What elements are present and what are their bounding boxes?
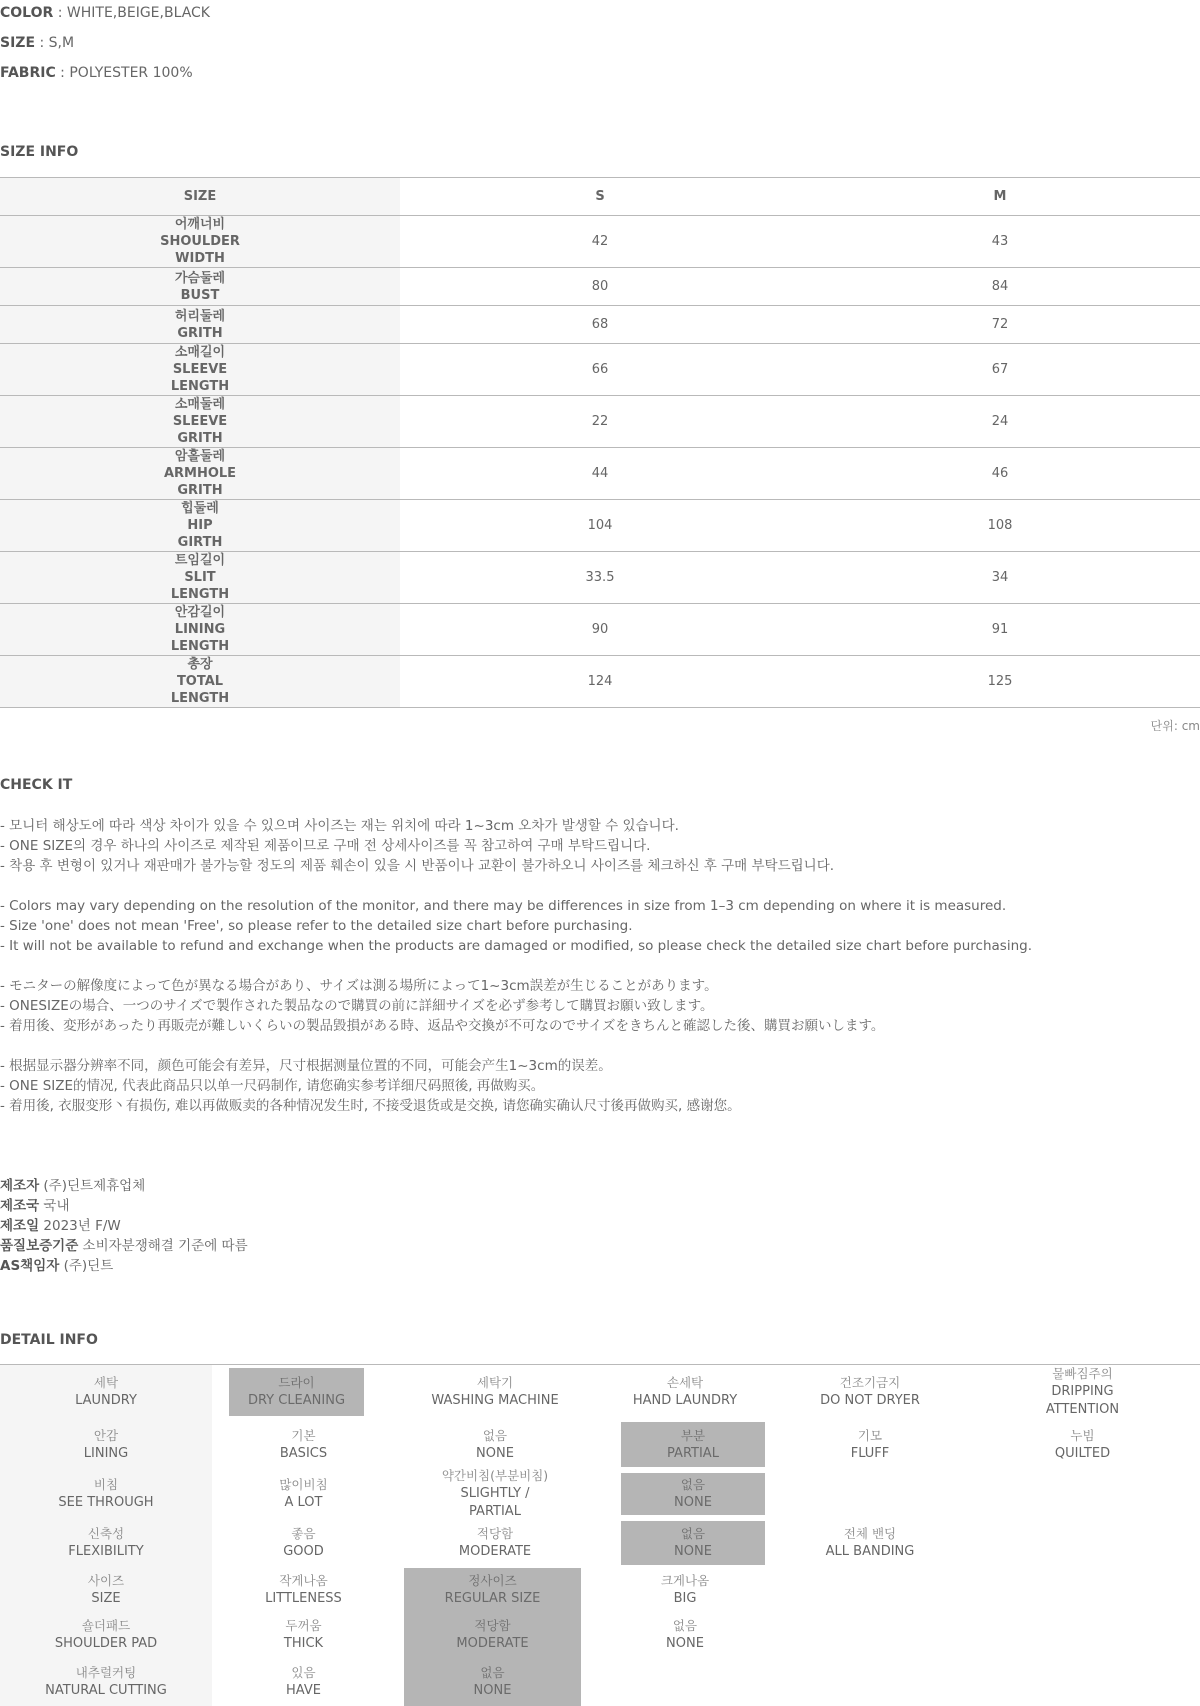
maker-label: 제조국 — [0, 1198, 40, 1214]
detail-en: LITTLENESS — [265, 1591, 342, 1606]
size-row-label-ko: 허리둘레 — [174, 308, 226, 324]
detail-row-label — [0, 1470, 212, 1518]
size-value-s: 68 — [400, 306, 800, 344]
size-row-label-en: LENGTH — [170, 691, 230, 706]
detail-ko: 세탁기 — [476, 1375, 514, 1390]
size-row-label-en: SLIT — [184, 570, 216, 585]
size-value-s: 90 — [400, 604, 800, 656]
detail-en: FLUFF — [850, 1445, 890, 1461]
size-row-label-en: SLEEVE — [172, 362, 228, 377]
detail-en: NONE — [674, 1495, 712, 1510]
detail-ko: 작게나옴 — [279, 1573, 328, 1588]
detail-option — [395, 1365, 595, 1419]
size-table-row — [0, 552, 1200, 604]
maker-line — [0, 1196, 248, 1216]
size-value-m: 67 — [800, 344, 1200, 396]
detail-option — [212, 1470, 395, 1518]
size-row-label-en: BUST — [180, 287, 220, 303]
size-row-label — [0, 306, 400, 344]
maker-line — [0, 1176, 248, 1196]
size-row-label-en: LINING — [174, 622, 226, 637]
detail-en: PARTIAL — [667, 1445, 719, 1461]
size-row-label-en: SHOULDER — [160, 234, 240, 249]
detail-en: QUILTED — [1054, 1445, 1111, 1461]
size-header-s: S — [400, 178, 800, 216]
detail-option-selected — [404, 1612, 581, 1658]
spec-value: : S,M — [35, 35, 75, 51]
detail-ko: 신축성 — [87, 1526, 125, 1541]
size-header-label: SIZE — [0, 178, 400, 216]
size-row-label-en: GRITH — [177, 431, 223, 446]
maker-label: 품질보증기준 — [0, 1238, 79, 1254]
note-line: - 착용 후 변형이 있거나 재판매가 불가능할 정도의 제품 훼손이 있을 시 반품이나 교환이 불가하오니 사이즈를 체크하신 후 구매 부탁드립니다. — [0, 858, 835, 874]
size-row-label-en: GIRTH — [177, 535, 223, 550]
detail-en: NATURAL CUTTING — [45, 1683, 167, 1698]
size-row-label-ko: 어깨너비 — [174, 217, 226, 232]
detail-option — [395, 1470, 595, 1518]
detail-ko: 사이즈 — [87, 1573, 125, 1588]
detail-ko: 적당함 — [476, 1526, 514, 1541]
size-table-row — [0, 396, 1200, 448]
spec-color — [0, 5, 210, 21]
size-row-label-en: GRITH — [177, 483, 223, 498]
detail-ko: 누빔 — [1070, 1427, 1095, 1443]
detail-en: SHOULDER PAD — [54, 1636, 158, 1651]
size-value-s: 33.5 — [400, 552, 800, 604]
detail-ko: 비침 — [93, 1477, 119, 1492]
detail-ko: 건조기금지 — [839, 1375, 901, 1390]
detail-option — [965, 1365, 1200, 1419]
size-table-header — [0, 178, 1200, 216]
size-row-label — [0, 396, 400, 448]
detail-option-selected — [229, 1368, 364, 1416]
spec-size — [0, 35, 74, 51]
size-row-label-ko: 힙둘레 — [181, 501, 219, 516]
detail-en: THICK — [283, 1636, 324, 1651]
size-row-label — [0, 604, 400, 656]
size-value-s: 66 — [400, 344, 800, 396]
size-table-row — [0, 344, 1200, 396]
size-row-label-ko: 안감길이 — [174, 605, 226, 620]
note-line: - 모니터 해상도에 따라 색상 차이가 있을 수 있으며 사이즈는 재는 위치에 따라 1~3cm 오차가 발생할 수 있습니다. — [0, 818, 679, 834]
detail-ko: 있음 — [291, 1665, 316, 1680]
maker-line — [0, 1216, 248, 1236]
detail-ko: 물빠짐주의 — [1052, 1366, 1113, 1381]
detail-option — [212, 1612, 395, 1658]
size-table-row — [0, 448, 1200, 500]
size-row-label — [0, 448, 400, 500]
spec-label: FABRIC — [0, 65, 56, 81]
detail-row-label — [0, 1518, 212, 1568]
note-line: - 着用後、変形があったり再販売が難しいくらいの製品毀損がある時、返品や交換が不可なのでサイズをきちんと確認した後、購買お願いします。 — [0, 1018, 885, 1034]
detail-en: A LOT — [284, 1495, 323, 1510]
detail-en: NONE — [476, 1445, 514, 1461]
note-line: - ONE SIZE的情况, 代表此商品只以单一尺码制作, 请您确实参考详细尺码照後, 再做购买。 — [0, 1078, 545, 1094]
size-table-row — [0, 656, 1200, 708]
detail-ko: 부분 — [680, 1427, 706, 1443]
detail-ko: 많이비침 — [279, 1477, 328, 1492]
spec-value: : POLYESTER 100% — [55, 65, 193, 81]
size-value-s: 104 — [400, 500, 800, 552]
detail-en: MODERATE — [458, 1544, 532, 1559]
size-header-m: M — [800, 178, 1200, 216]
detail-ko: 크게나옴 — [660, 1573, 710, 1588]
detail-ko: 정사이즈 — [468, 1573, 517, 1588]
size-value-m: 125 — [800, 656, 1200, 708]
size-value-s: 42 — [400, 216, 800, 268]
check-it-en — [0, 896, 1032, 956]
maker-value: (주)딘트제휴업체 — [39, 1178, 146, 1194]
detail-ko: 두꺼움 — [285, 1618, 322, 1633]
detail-ko: 내추럴커팅 — [75, 1665, 137, 1680]
size-value-m: 46 — [800, 448, 1200, 500]
size-row-label — [0, 344, 400, 396]
size-row-label-en: HIP — [187, 518, 213, 533]
detail-option — [775, 1365, 965, 1419]
detail-en: DRY CLEANING — [247, 1393, 346, 1408]
note-line: - It will not be available to refund and exchange when the products are damaged or modified, so please check the detailed size chart before purchasing. — [0, 938, 1032, 954]
size-row-label — [0, 500, 400, 552]
detail-ko: 적당함 — [474, 1618, 511, 1633]
detail-en: HAVE — [286, 1683, 321, 1698]
detail-option — [595, 1612, 775, 1658]
detail-row-label — [0, 1568, 212, 1612]
size-table — [0, 177, 1200, 708]
detail-en: SEE THROUGH — [58, 1495, 154, 1510]
maker-label: 제조일 — [0, 1218, 40, 1234]
note-line: - Size 'one' does not mean 'Free', so please refer to the detailed size chart before purchasing. — [0, 918, 633, 934]
size-row-label-ko: 트임길이 — [174, 553, 226, 568]
note-line: - 根据显示器分辨率不同，颜色可能会有差异，尺寸根据测量位置的不同，可能会产生1~3cm的误差。 — [0, 1058, 612, 1074]
detail-en: BIG — [673, 1591, 697, 1606]
spec-value: : WHITE,BEIGE,BLACK — [53, 5, 210, 21]
detail-ko: 숄더패드 — [81, 1618, 131, 1633]
spec-label: COLOR — [0, 5, 54, 21]
detail-option — [395, 1518, 595, 1568]
size-row-label-ko: 암홀둘레 — [174, 449, 226, 464]
detail-en: BASICS — [279, 1445, 328, 1461]
detail-en: REGULAR SIZE — [444, 1591, 541, 1606]
maker-line — [0, 1256, 248, 1276]
detail-ko: 손세탁 — [666, 1375, 704, 1390]
size-table-row — [0, 216, 1200, 268]
detail-row-label — [0, 1419, 212, 1470]
detail-ko: 좋음 — [291, 1526, 316, 1541]
detail-option — [775, 1518, 965, 1568]
size-value-m: 34 — [800, 552, 1200, 604]
detail-ko: 없음 — [680, 1477, 706, 1492]
note-line: - ONE SIZE의 경우 하나의 사이즈로 제작된 제품이므로 구매 전 상세사이즈를 꼭 참고하여 구매 부탁드립니다. — [0, 838, 651, 854]
size-row-label-en: TOTAL — [176, 674, 224, 689]
size-row-label — [0, 552, 400, 604]
maker-label: 제조자 — [0, 1178, 40, 1194]
size-value-s: 124 — [400, 656, 800, 708]
check-it-ko — [0, 816, 834, 876]
size-table-row — [0, 500, 1200, 552]
detail-option-selected — [621, 1521, 765, 1565]
detail-option — [775, 1419, 965, 1470]
detail-info-title: DETAIL INFO — [0, 1332, 98, 1348]
detail-en: MODERATE — [456, 1636, 529, 1651]
size-table-row — [0, 306, 1200, 344]
detail-option — [212, 1658, 395, 1706]
detail-option-selected — [404, 1658, 581, 1706]
maker-value: 소비자분쟁해결 기준에 따름 — [78, 1238, 248, 1254]
unit-note: 단위: cm — [1150, 719, 1200, 733]
detail-en: LAUNDRY — [75, 1393, 137, 1408]
maker-info — [0, 1176, 248, 1276]
detail-en: DO NOT DRYER — [820, 1393, 920, 1408]
detail-option — [212, 1419, 395, 1470]
size-row-label-en: LENGTH — [170, 639, 230, 654]
detail-ko: 기모 — [857, 1427, 883, 1443]
maker-line — [0, 1236, 248, 1256]
maker-value: 국내 — [39, 1198, 70, 1214]
size-row-label-en: ARMHOLE — [163, 466, 237, 481]
size-value-s: 80 — [400, 268, 800, 306]
detail-row-label — [0, 1658, 212, 1706]
note-line: - Colors may vary depending on the resolution of the monitor, and there may be differences in size from 1–3 cm depending on where it is measured. — [0, 898, 1007, 914]
maker-value: 2023년 F/W — [39, 1218, 121, 1234]
detail-ko: 기본 — [291, 1427, 316, 1443]
size-value-m: 91 — [800, 604, 1200, 656]
size-row-label-en: GRITH — [177, 325, 223, 341]
detail-en: HAND LAUNDRY — [632, 1393, 738, 1408]
size-value-m: 43 — [800, 216, 1200, 268]
size-row-label — [0, 216, 400, 268]
spec-fabric — [0, 65, 193, 81]
size-table-row — [0, 604, 1200, 656]
detail-option — [595, 1365, 775, 1419]
detail-ko: 없음 — [672, 1618, 698, 1633]
size-value-m: 72 — [800, 306, 1200, 344]
detail-info-table — [0, 1364, 1200, 1706]
size-row-label-en: SLEEVE — [172, 414, 228, 429]
size-row-label-en: LENGTH — [170, 379, 230, 394]
size-value-m: 108 — [800, 500, 1200, 552]
detail-en: FLEXIBILITY — [68, 1544, 144, 1559]
size-row-label-ko: 소매길이 — [174, 345, 226, 360]
note-line: - 着用後, 衣服变形丶有损伤, 难以再做贩卖的各种情况发生时, 不接受退货或是交换, 请您确实确认尺寸後再做购买, 感谢您。 — [0, 1098, 741, 1114]
detail-row-label — [0, 1612, 212, 1658]
size-row-label-ko: 가슴둘레 — [174, 270, 226, 286]
detail-option — [395, 1419, 595, 1470]
detail-en: ALL BANDING — [825, 1544, 915, 1559]
detail-en: NONE — [473, 1683, 512, 1698]
size-value-s: 44 — [400, 448, 800, 500]
size-row-label-en: WIDTH — [175, 251, 225, 266]
detail-option — [212, 1568, 395, 1612]
size-row-label — [0, 268, 400, 306]
detail-en: NONE — [674, 1544, 712, 1559]
detail-en: GOOD — [283, 1544, 324, 1559]
detail-option — [212, 1518, 395, 1568]
detail-en: NONE — [666, 1636, 704, 1651]
detail-ko: 없음 — [680, 1526, 706, 1541]
maker-value: (주)딘트 — [59, 1258, 114, 1274]
note-line: - ONESIZEの場合、一つのサイズで製作された製品なので購買の前に詳細サイズを必ず参考して購買お願い致します。 — [0, 998, 714, 1014]
size-value-m: 24 — [800, 396, 1200, 448]
detail-en: WASHING MACHINE — [431, 1393, 559, 1408]
detail-option — [595, 1568, 775, 1612]
check-it-zh — [0, 1056, 741, 1116]
detail-en: DRIPPING ATTENTION — [1045, 1384, 1120, 1417]
spec-label: SIZE — [0, 35, 36, 51]
detail-option — [965, 1419, 1200, 1470]
size-row-label — [0, 656, 400, 708]
detail-option-selected — [621, 1473, 765, 1515]
detail-ko: 드라이 — [278, 1375, 315, 1390]
maker-label: AS책임자 — [0, 1258, 60, 1274]
detail-ko: 안감 — [93, 1427, 119, 1443]
detail-ko: 전체 밴딩 — [843, 1526, 897, 1541]
detail-row-label — [0, 1365, 212, 1419]
detail-option-selected — [404, 1568, 581, 1612]
detail-en: LINING — [83, 1445, 129, 1461]
check-it-ja — [0, 976, 884, 1036]
note-line: - モニターの解像度によって色が異なる場合があり、サイズは測る場所によって1~3cm誤差が生じることがあります。 — [0, 978, 718, 994]
size-row-label-en: LENGTH — [170, 587, 230, 602]
size-value-m: 84 — [800, 268, 1200, 306]
size-info-title: SIZE INFO — [0, 144, 79, 160]
detail-option-selected — [621, 1422, 765, 1467]
detail-en: SLIGHTLY / PARTIAL — [460, 1486, 530, 1519]
size-table-row — [0, 268, 1200, 306]
check-it-title: CHECK IT — [0, 777, 73, 793]
size-value-s: 22 — [400, 396, 800, 448]
size-row-label-ko: 소매둘레 — [174, 397, 226, 412]
detail-ko: 없음 — [480, 1665, 505, 1680]
detail-en: SIZE — [91, 1591, 121, 1606]
size-row-label-ko: 총장 — [187, 657, 213, 672]
detail-ko: 세탁 — [93, 1375, 119, 1390]
detail-ko: 없음 — [482, 1427, 508, 1443]
detail-ko: 약간비침(부분비침) — [441, 1468, 549, 1483]
